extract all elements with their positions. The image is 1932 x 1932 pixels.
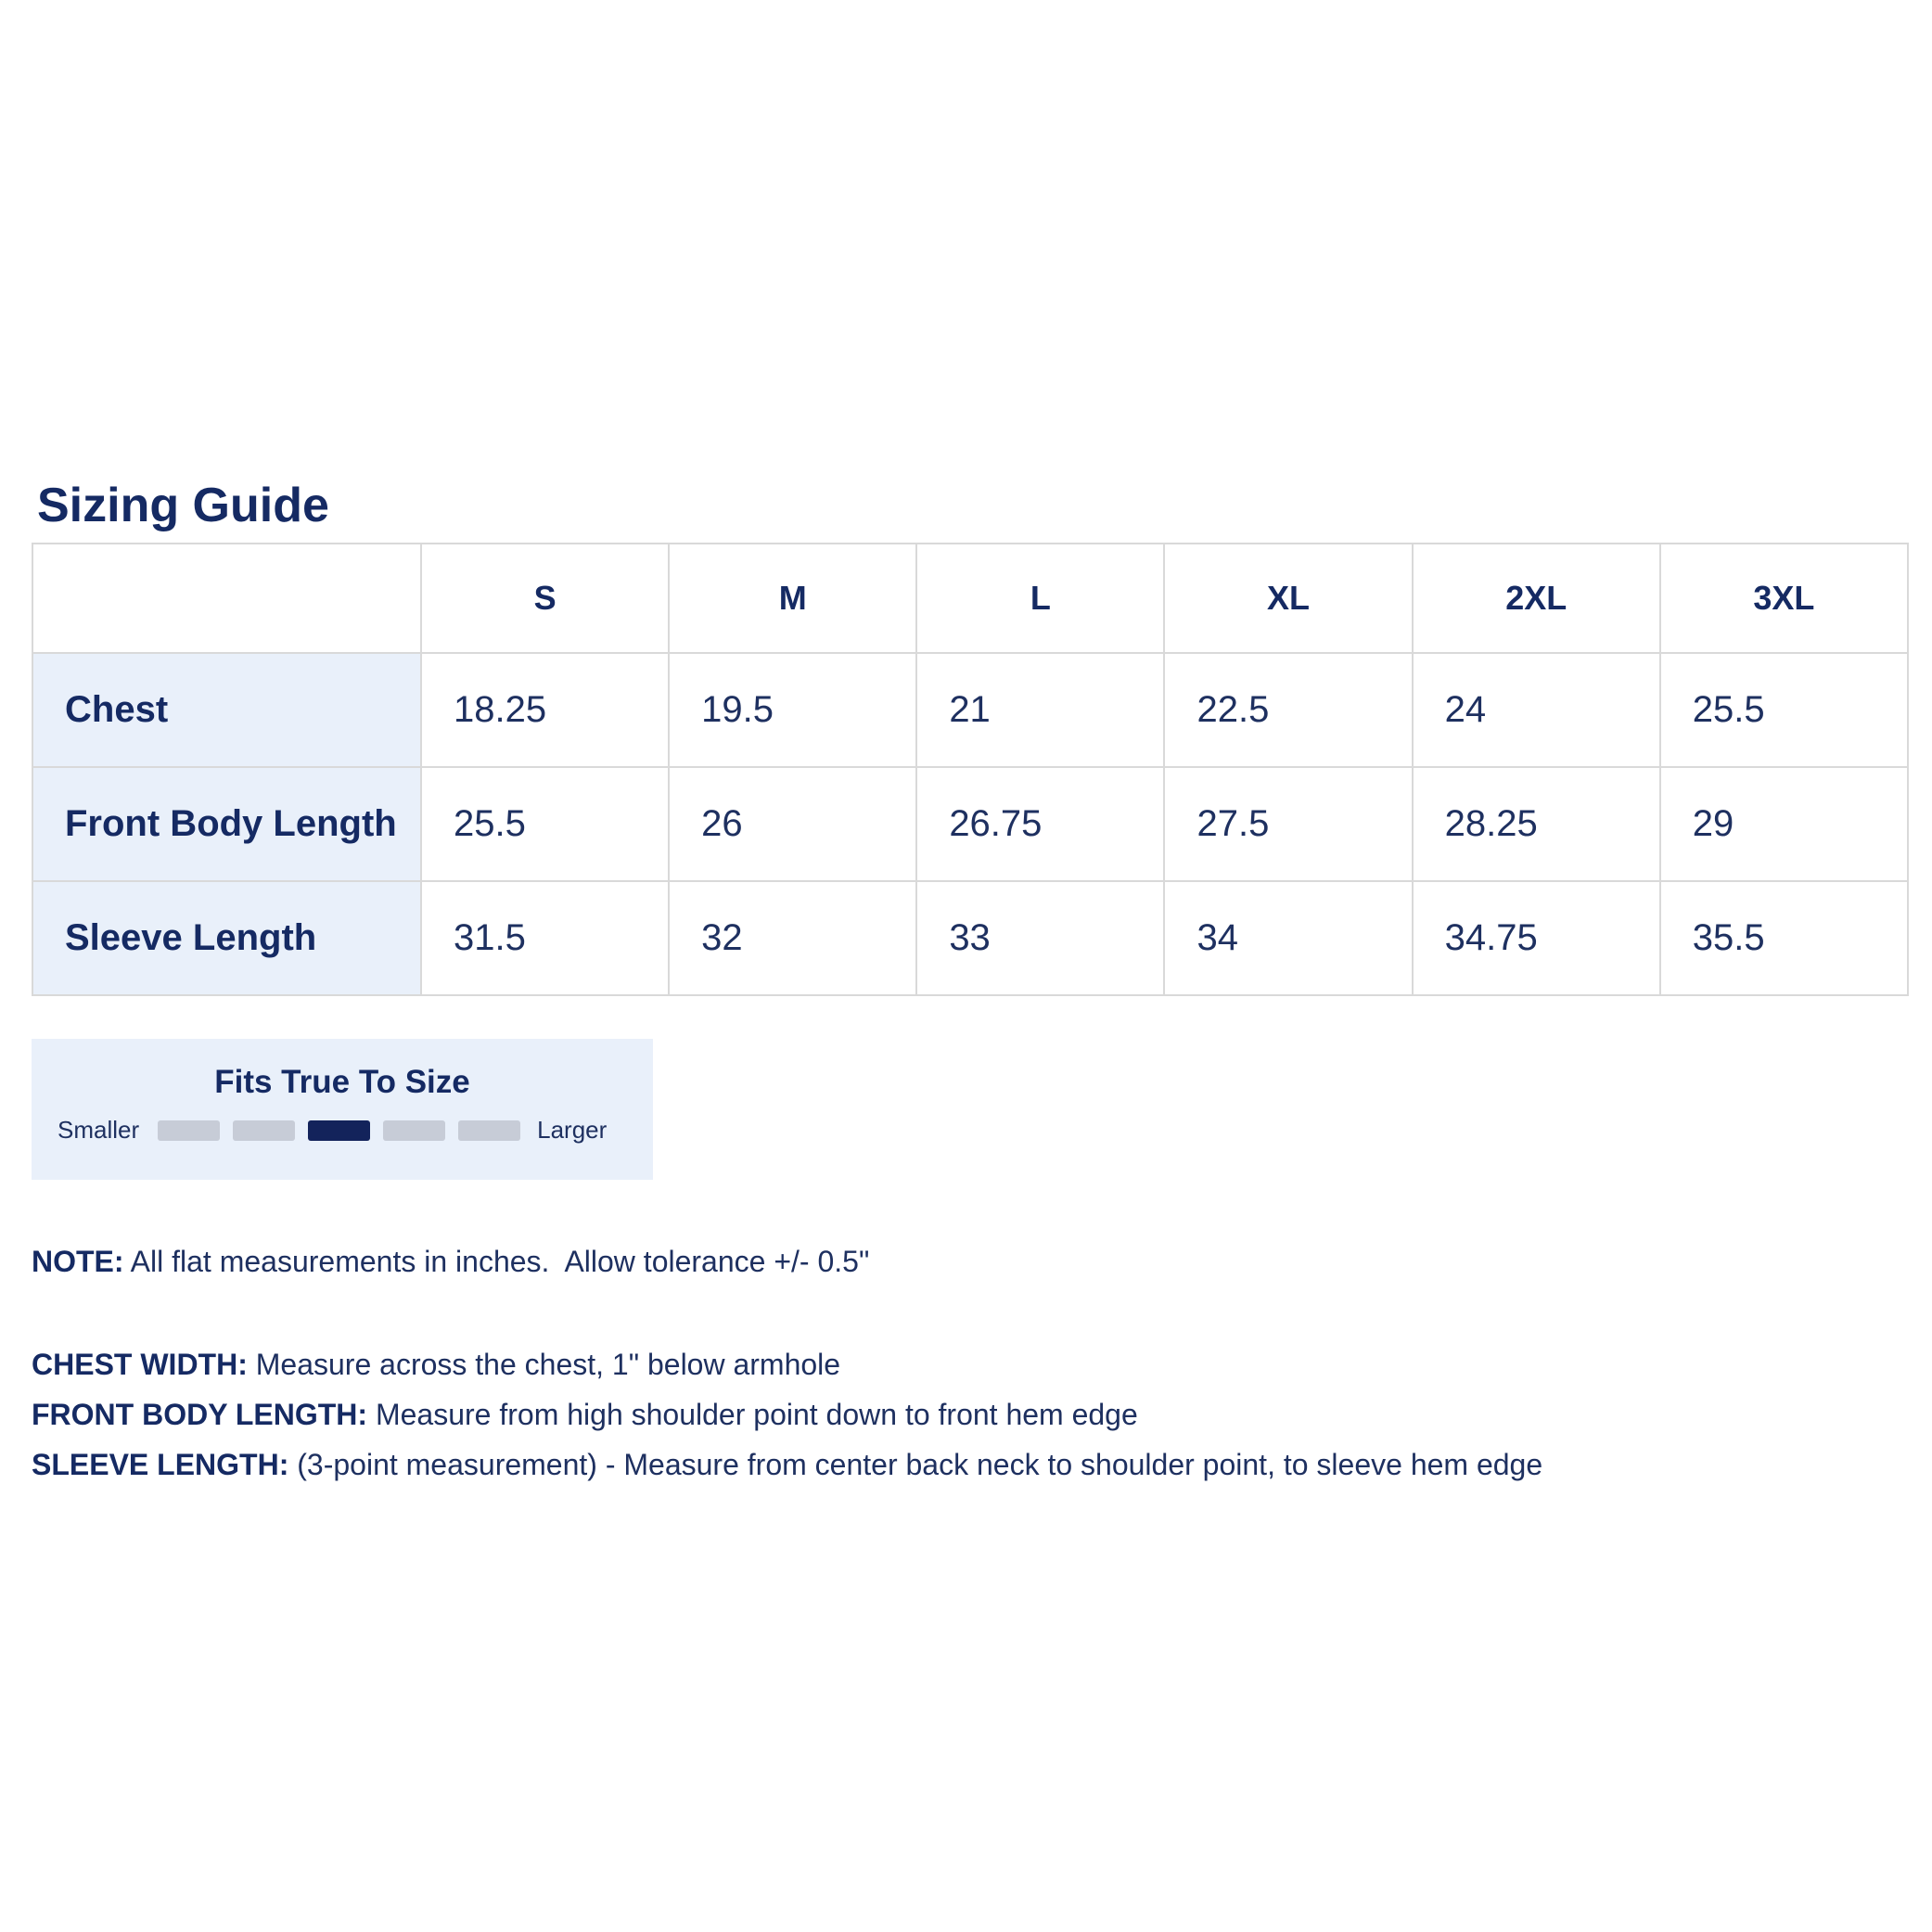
- measurement-value: 19.5: [669, 653, 916, 767]
- definition-label: CHEST WIDTH:: [32, 1348, 248, 1381]
- definition-text: Measure across the chest, 1" below armhole: [255, 1348, 841, 1381]
- measurement-value: 25.5: [1660, 653, 1908, 767]
- note-label: NOTE:: [32, 1245, 124, 1278]
- size-column-header: S: [421, 544, 669, 653]
- measurement-value: 33: [916, 881, 1164, 995]
- definition-sleeve-length: [32, 1439, 1542, 1490]
- fit-meter-segment: [158, 1120, 220, 1141]
- measurement-row: [32, 653, 1908, 767]
- fit-meter-segment-active: [308, 1120, 370, 1141]
- measurement-value: 21: [916, 653, 1164, 767]
- fit-meter: [32, 1116, 653, 1145]
- size-column-header: XL: [1164, 544, 1412, 653]
- size-column-header: 3XL: [1660, 544, 1908, 653]
- note-text: All flat measurements in inches. Allow tolerance +/- 0.5": [130, 1245, 870, 1278]
- measurement-value: 24: [1413, 653, 1660, 767]
- measurement-row: [32, 767, 1908, 881]
- measurement-label: Chest: [32, 653, 421, 767]
- measurement-note: [32, 1241, 869, 1282]
- fit-meter-larger-label: Larger: [537, 1116, 608, 1144]
- measurement-value: 29: [1660, 767, 1908, 881]
- definition-front-body-length: [32, 1389, 1542, 1439]
- definition-text: (3-point measurement) - Measure from center back neck to shoulder point, to sleeve hem edge: [297, 1448, 1543, 1481]
- measurement-definitions: [32, 1339, 1542, 1490]
- measurement-value: 35.5: [1660, 881, 1908, 995]
- measurement-label: Sleeve Length: [32, 881, 421, 995]
- fit-indicator-title: Fits True To Size: [214, 1064, 470, 1100]
- measurement-value: 26.75: [916, 767, 1164, 881]
- definition-label: FRONT BODY LENGTH:: [32, 1398, 368, 1431]
- definition-chest-width: [32, 1339, 1542, 1389]
- measurement-value: 32: [669, 881, 916, 995]
- definition-label: SLEEVE LENGTH:: [32, 1448, 289, 1481]
- measurement-value: 28.25: [1413, 767, 1660, 881]
- fit-meter-segment: [233, 1120, 295, 1141]
- measurement-value: 22.5: [1164, 653, 1412, 767]
- measurement-value: 27.5: [1164, 767, 1412, 881]
- measurement-value: 25.5: [421, 767, 669, 881]
- sizing-table-body: [32, 653, 1908, 995]
- measurement-value: 31.5: [421, 881, 669, 995]
- definition-text: Measure from high shoulder point down to front hem edge: [375, 1398, 1138, 1431]
- size-column-header: 2XL: [1413, 544, 1660, 653]
- measurement-label: Front Body Length: [32, 767, 421, 881]
- size-header-row: [32, 544, 1908, 653]
- sizing-table: [32, 543, 1909, 996]
- size-column-header: M: [669, 544, 916, 653]
- fit-meter-smaller-label: Smaller: [58, 1116, 140, 1144]
- measurement-value: 34: [1164, 881, 1412, 995]
- measurement-value: 26: [669, 767, 916, 881]
- measurement-row: [32, 881, 1908, 995]
- fit-meter-segment: [458, 1120, 520, 1141]
- fit-indicator-box: [32, 1039, 653, 1180]
- page-title: Sizing Guide: [37, 478, 329, 532]
- size-column-header: L: [916, 544, 1164, 653]
- fit-meter-segment: [383, 1120, 445, 1141]
- measurement-value: 34.75: [1413, 881, 1660, 995]
- measurement-value: 18.25: [421, 653, 669, 767]
- corner-cell: [32, 544, 421, 653]
